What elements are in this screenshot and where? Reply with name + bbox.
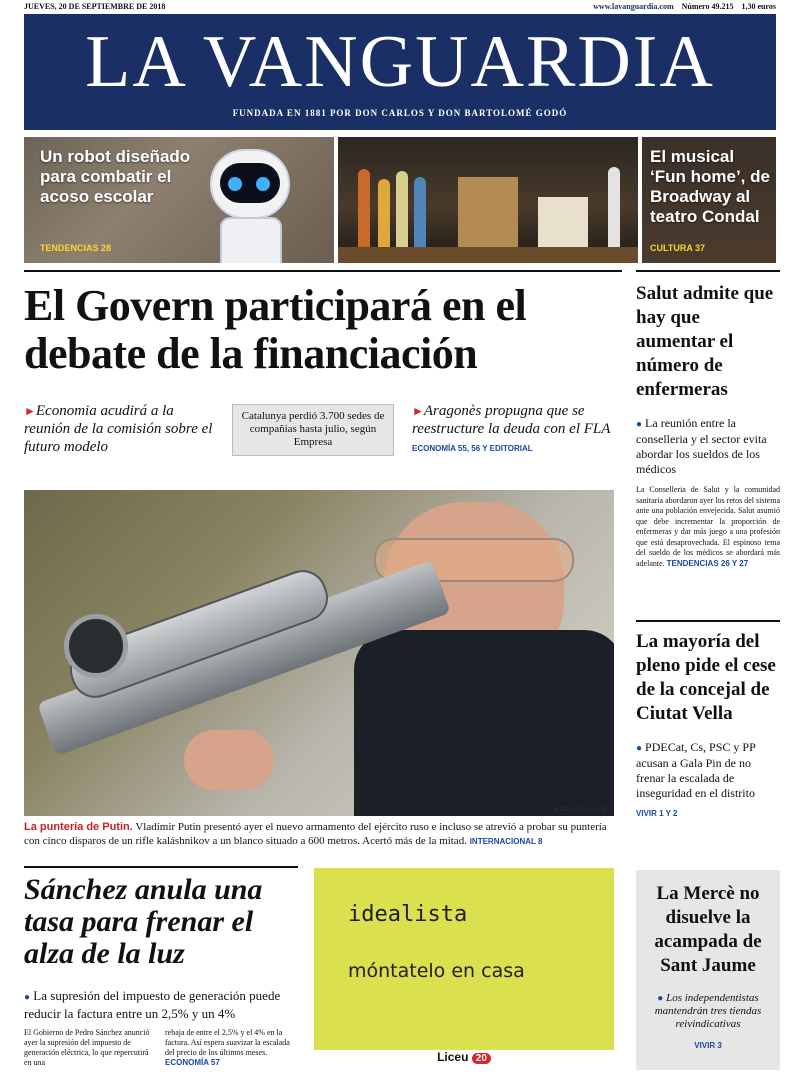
issue-number: Número 49.215 bbox=[681, 2, 734, 11]
promo-musical[interactable] bbox=[642, 137, 776, 263]
sanchez-col-1: El Gobierno de Pedro Sánchez anunció ayer la supresión del impuesto de generación eléctrica, lo que repercutirá en una bbox=[24, 1028, 150, 1067]
subhead-aragones bbox=[412, 402, 622, 458]
robot-image bbox=[210, 149, 290, 219]
merce-subhead-text: Los independentistas mantendrán tres tiendas reivindicativas bbox=[654, 992, 762, 1030]
robot-body bbox=[220, 217, 282, 263]
arrow-icon: ► bbox=[24, 404, 36, 418]
stage-chair bbox=[538, 197, 588, 247]
internacional-ref[interactable]: INTERNACIONAL 8 bbox=[469, 837, 543, 846]
promo-robot[interactable] bbox=[24, 137, 334, 263]
newspaper-logo[interactable]: LA VANGUARDIA bbox=[85, 21, 715, 103]
bullet-icon: ● bbox=[636, 419, 643, 430]
sanchez-headline[interactable]: Sánchez anula una tasa para frenar el alza de la luz bbox=[24, 873, 263, 970]
merce-box bbox=[636, 870, 780, 1070]
divider bbox=[636, 620, 780, 622]
dark-suit bbox=[354, 630, 614, 816]
subhead-economia bbox=[24, 402, 214, 458]
photo-caption bbox=[24, 820, 614, 849]
promo-strip bbox=[24, 137, 776, 263]
putin-photo bbox=[24, 490, 614, 816]
actor-figure bbox=[358, 169, 370, 249]
tendencias-ref[interactable]: TENDENCIAS 26 Y 27 bbox=[666, 558, 749, 568]
liceu-footer[interactable] bbox=[314, 1050, 614, 1072]
sanchez-subhead bbox=[24, 988, 298, 1022]
subhead-economia-text: Economia acudirá a la reunión de la comisión sobre el futuro modelo bbox=[24, 403, 213, 455]
economia57-ref[interactable]: ECONOMÍA 57 bbox=[165, 1058, 220, 1067]
issue-price: 1,30 euros bbox=[741, 2, 776, 11]
salut-subhead bbox=[636, 416, 780, 477]
actor-figure bbox=[608, 167, 620, 249]
salut-subhead-text: La reunión entre la conselleria y el sector evita abordar los sueldos de los médicos bbox=[636, 416, 767, 476]
caption-lead: La puntería de Putin. bbox=[24, 821, 133, 833]
salut-body-text: La Conselleria de Salut y la comunidad sanitaria abordaron ayer los retos del sistema ante una población envejecida. Salut asumió que debe incrementar la proporción de enfermeras y dar más juego a una profesión que está desaprovechada. El espinoso tema del sueldo de los médicos se abordará más adelante. bbox=[636, 485, 780, 568]
main-headline[interactable]: El Govern participará en el debate de la financiación bbox=[24, 281, 527, 378]
scope-lens bbox=[64, 614, 128, 678]
robot-face bbox=[220, 163, 280, 203]
subhead-aragones-text: Aragonès propugna que se reestructure la deuda con el FLA bbox=[412, 403, 611, 437]
ad-brand: idealista bbox=[348, 902, 468, 927]
actor-figure bbox=[378, 179, 390, 249]
arrow-icon: ► bbox=[412, 404, 424, 418]
stage-set bbox=[458, 177, 518, 247]
salut-body bbox=[636, 485, 780, 569]
actor-figure bbox=[396, 171, 408, 249]
bullet-icon: ● bbox=[24, 992, 31, 1003]
promo-musical-ref: CULTURA 37 bbox=[650, 243, 706, 253]
promo-robot-text: Un robot diseñado para combatir el acoso escolar bbox=[40, 147, 191, 206]
pleno-subhead-text: PDECat, Cs, PSC y PP acusan a Gala Pin de no frenar la escalada de inseguridad en el distrito bbox=[636, 740, 756, 800]
pleno-story bbox=[636, 630, 780, 818]
divider bbox=[636, 270, 780, 272]
pleno-subhead bbox=[636, 740, 780, 801]
caption-text: Vladímir Putin presentó ayer el nuevo armamento del ejército ruso e incluso se atrevió a probar su puntería con cinco disparos de un rifle kaláshnikov a un blanco situado a 600 metros. Acertó más de la mitad. bbox=[24, 821, 607, 847]
merce-subhead bbox=[636, 992, 780, 1031]
photo-credit: ALEXEI NIKOLSKY / AP bbox=[553, 807, 608, 813]
idealista-ad[interactable] bbox=[314, 868, 614, 1050]
robot-eye bbox=[228, 177, 242, 191]
sanchez-col-2 bbox=[165, 1028, 298, 1068]
website-link[interactable]: www.lavanguardia.com bbox=[593, 2, 674, 11]
divider bbox=[24, 270, 622, 272]
liceu-label: Liceu bbox=[437, 1050, 469, 1064]
salut-headline[interactable]: Salut admite que hay que aumentar el número de enfermeras bbox=[636, 283, 774, 400]
vivir3-ref[interactable]: VIVIR 3 bbox=[694, 1041, 722, 1050]
bullet-icon: ● bbox=[636, 743, 643, 754]
issue-date: JUEVES, 20 DE SEPTIEMBRE DE 2018 bbox=[24, 2, 166, 11]
sanchez-col-2-text: rebaja de entre el 2,5% y el 4% en la factura. Así espera suavizar la escalada del precio de los últimos meses. bbox=[165, 1028, 290, 1057]
founded-line: FUNDADA EN 1881 POR DON CARLOS Y DON BARTOLOMÉ GODÓ bbox=[232, 108, 568, 118]
promo-musical-text: El musical ‘Fun home’, de Broadway al teatro Condal bbox=[650, 147, 770, 226]
hand bbox=[184, 730, 274, 790]
robot-eye bbox=[256, 177, 270, 191]
sanchez-body bbox=[24, 1028, 298, 1068]
vivir-ref[interactable]: VIVIR 1 Y 2 bbox=[636, 809, 678, 818]
sedes-box: Catalunya perdió 3.700 sedes de compañías hasta julio, según Empresa bbox=[232, 404, 394, 456]
economia-ref[interactable]: ECONOMÍA 55, 56 Y EDITORIAL bbox=[412, 444, 533, 453]
pleno-headline[interactable]: La mayoría del pleno pide el cese de la concejal de Ciutat Vella bbox=[636, 631, 776, 724]
top-info-line bbox=[24, 2, 776, 14]
promo-robot-ref: TENDENCIAS 28 bbox=[40, 243, 112, 253]
promo-stage-photo[interactable] bbox=[338, 137, 638, 263]
actor-figure bbox=[414, 177, 426, 249]
main-subheads bbox=[24, 402, 622, 458]
liceu-badge: 20 bbox=[472, 1053, 491, 1064]
masthead bbox=[24, 14, 776, 130]
issue-info bbox=[587, 2, 776, 14]
divider bbox=[24, 866, 298, 868]
stage-floor bbox=[338, 247, 638, 263]
salut-story bbox=[636, 282, 780, 569]
ad-slogan: móntatelo en casa bbox=[348, 960, 525, 982]
merce-headline[interactable]: La Mercè no disuelve la acampada de Sant Jaume bbox=[654, 883, 762, 976]
bullet-icon: ● bbox=[657, 993, 664, 1004]
sanchez-subhead-text: La supresión del impuesto de generación puede reducir la factura entre un 2,5% y un 4% bbox=[24, 988, 281, 1021]
